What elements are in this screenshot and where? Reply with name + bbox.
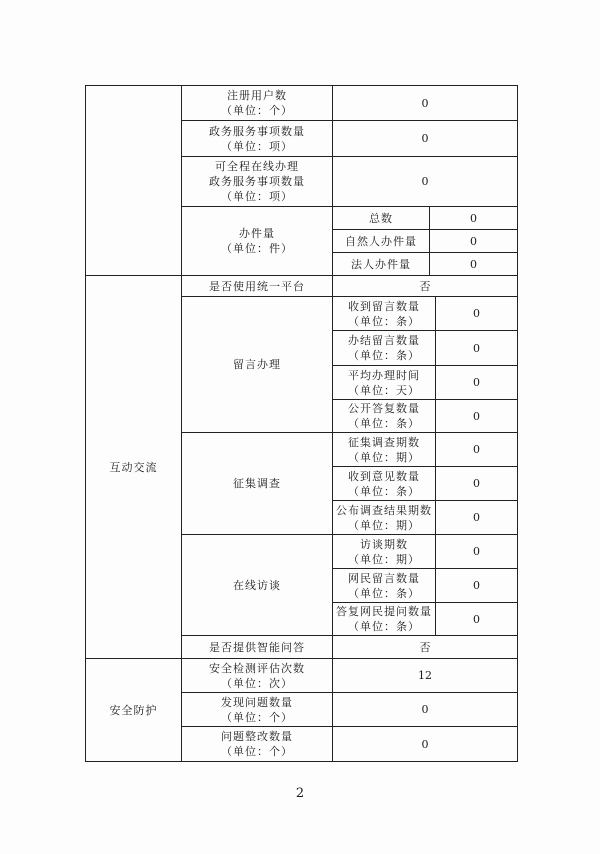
case-legal-person-value: 0 [429, 252, 518, 276]
label-line: （单位：项） [221, 139, 293, 153]
page-number: 2 [295, 786, 305, 801]
survey-opinions-value: 0 [435, 466, 518, 501]
label-line: 收到意见数量 [348, 469, 420, 483]
label-line: （单位：件） [221, 242, 293, 255]
label-line: （单位：期） [348, 518, 420, 532]
case-total-label: 总数 [332, 206, 430, 230]
label-line: 网民留言数量 [348, 571, 420, 585]
interview-periods-value: 0 [435, 534, 518, 569]
messages-resolved-label [332, 330, 436, 366]
case-legal-person-label: 法人办件量 [332, 252, 430, 276]
label-line: （单位：条） [348, 586, 420, 600]
messages-group-label: 留言办理 [181, 296, 333, 433]
case-total-value: 0 [429, 206, 518, 230]
label-line: 注册用户数 [227, 89, 287, 102]
label-line: 政务服务事项数量 [209, 124, 305, 138]
security-issues-fixed-label [181, 726, 333, 762]
label-line: 可全程在线办理 [215, 160, 299, 173]
section-web-services-title [85, 85, 182, 276]
interview-periods-label [332, 534, 436, 569]
row-registered-users-label [181, 85, 333, 121]
label-line: 平均办理时间 [348, 368, 420, 382]
messages-received-label [332, 296, 436, 331]
unified-platform-label: 是否使用统一平台 [181, 275, 333, 297]
security-issues-found-value: 0 [332, 692, 518, 727]
smart-qa-value: 否 [332, 635, 518, 659]
case-natural-person-value: 0 [429, 229, 518, 253]
security-issues-found-label [181, 692, 333, 727]
label-line: （单位：天） [348, 383, 420, 397]
section-security-title: 安全防护 [85, 658, 182, 762]
unified-platform-value: 否 [332, 275, 518, 297]
row-online-items-label [181, 156, 333, 207]
survey-group-label: 征集调查 [181, 432, 333, 535]
row-online-items-value: 0 [332, 156, 518, 207]
survey-periods-value: 0 [435, 432, 518, 467]
label-line: （单位：条） [348, 417, 420, 430]
case-natural-person-label: 自然人办件量 [332, 229, 430, 253]
interview-group-label: 在线访谈 [181, 534, 333, 636]
label-line: 办件量 [239, 227, 275, 240]
section-interaction-title: 互动交流 [85, 275, 182, 659]
messages-received-value: 0 [435, 296, 518, 331]
security-issues-fixed-value: 0 [332, 726, 518, 762]
messages-resolved-value: 0 [435, 330, 518, 366]
label-line: （单位：个） [221, 104, 293, 117]
label-line: （单位：条） [348, 484, 420, 498]
label-line: （单位：项） [221, 190, 293, 203]
row-registered-users-value: 0 [332, 85, 518, 121]
label-line: 安全检测评估次数 [209, 661, 305, 675]
row-service-items-label [181, 120, 333, 157]
messages-public-replies-label [332, 399, 436, 433]
interview-answers-value: 0 [435, 602, 518, 636]
label-line: （单位：条） [348, 314, 420, 328]
interview-answers-label [332, 602, 436, 636]
label-line: 收到留言数量 [348, 299, 420, 313]
label-line: 公开答复数量 [348, 402, 420, 415]
label-line: （单位：次） [221, 676, 293, 690]
label-line: （单位：个） [221, 710, 293, 724]
label-line: 答复网民提问数量 [336, 605, 432, 618]
label-line: 公布调查结果期数 [336, 503, 432, 517]
messages-avg-time-label [332, 365, 436, 400]
label-line: 征集调查期数 [348, 435, 420, 449]
label-line: 政务服务事项数量 [209, 175, 305, 188]
label-line: 办结留言数量 [348, 334, 420, 347]
label-line: （单位：条） [348, 620, 420, 633]
label-line: （单位：条） [348, 349, 420, 362]
survey-results-value: 0 [435, 500, 518, 535]
row-case-volume-label [181, 206, 333, 276]
interview-netizen-messages-label [332, 568, 436, 603]
label-line: （单位：期） [348, 450, 420, 464]
label-line: 访谈期数 [360, 537, 408, 551]
label-line: （单位：个） [221, 745, 293, 758]
security-checks-value: 12 [332, 658, 518, 693]
label-line: （单位：期） [348, 552, 420, 566]
row-service-items-value: 0 [332, 120, 518, 157]
interview-netizen-messages-value: 0 [435, 568, 518, 603]
survey-opinions-label [332, 466, 436, 501]
survey-results-label [332, 500, 436, 535]
security-checks-label [181, 658, 333, 693]
smart-qa-label: 是否提供智能问答 [181, 635, 333, 659]
messages-public-replies-value: 0 [435, 399, 518, 433]
label-line: 发现问题数量 [221, 695, 293, 709]
messages-avg-time-value: 0 [435, 365, 518, 400]
survey-periods-label [332, 432, 436, 467]
label-line: 问题整改数量 [221, 730, 293, 743]
